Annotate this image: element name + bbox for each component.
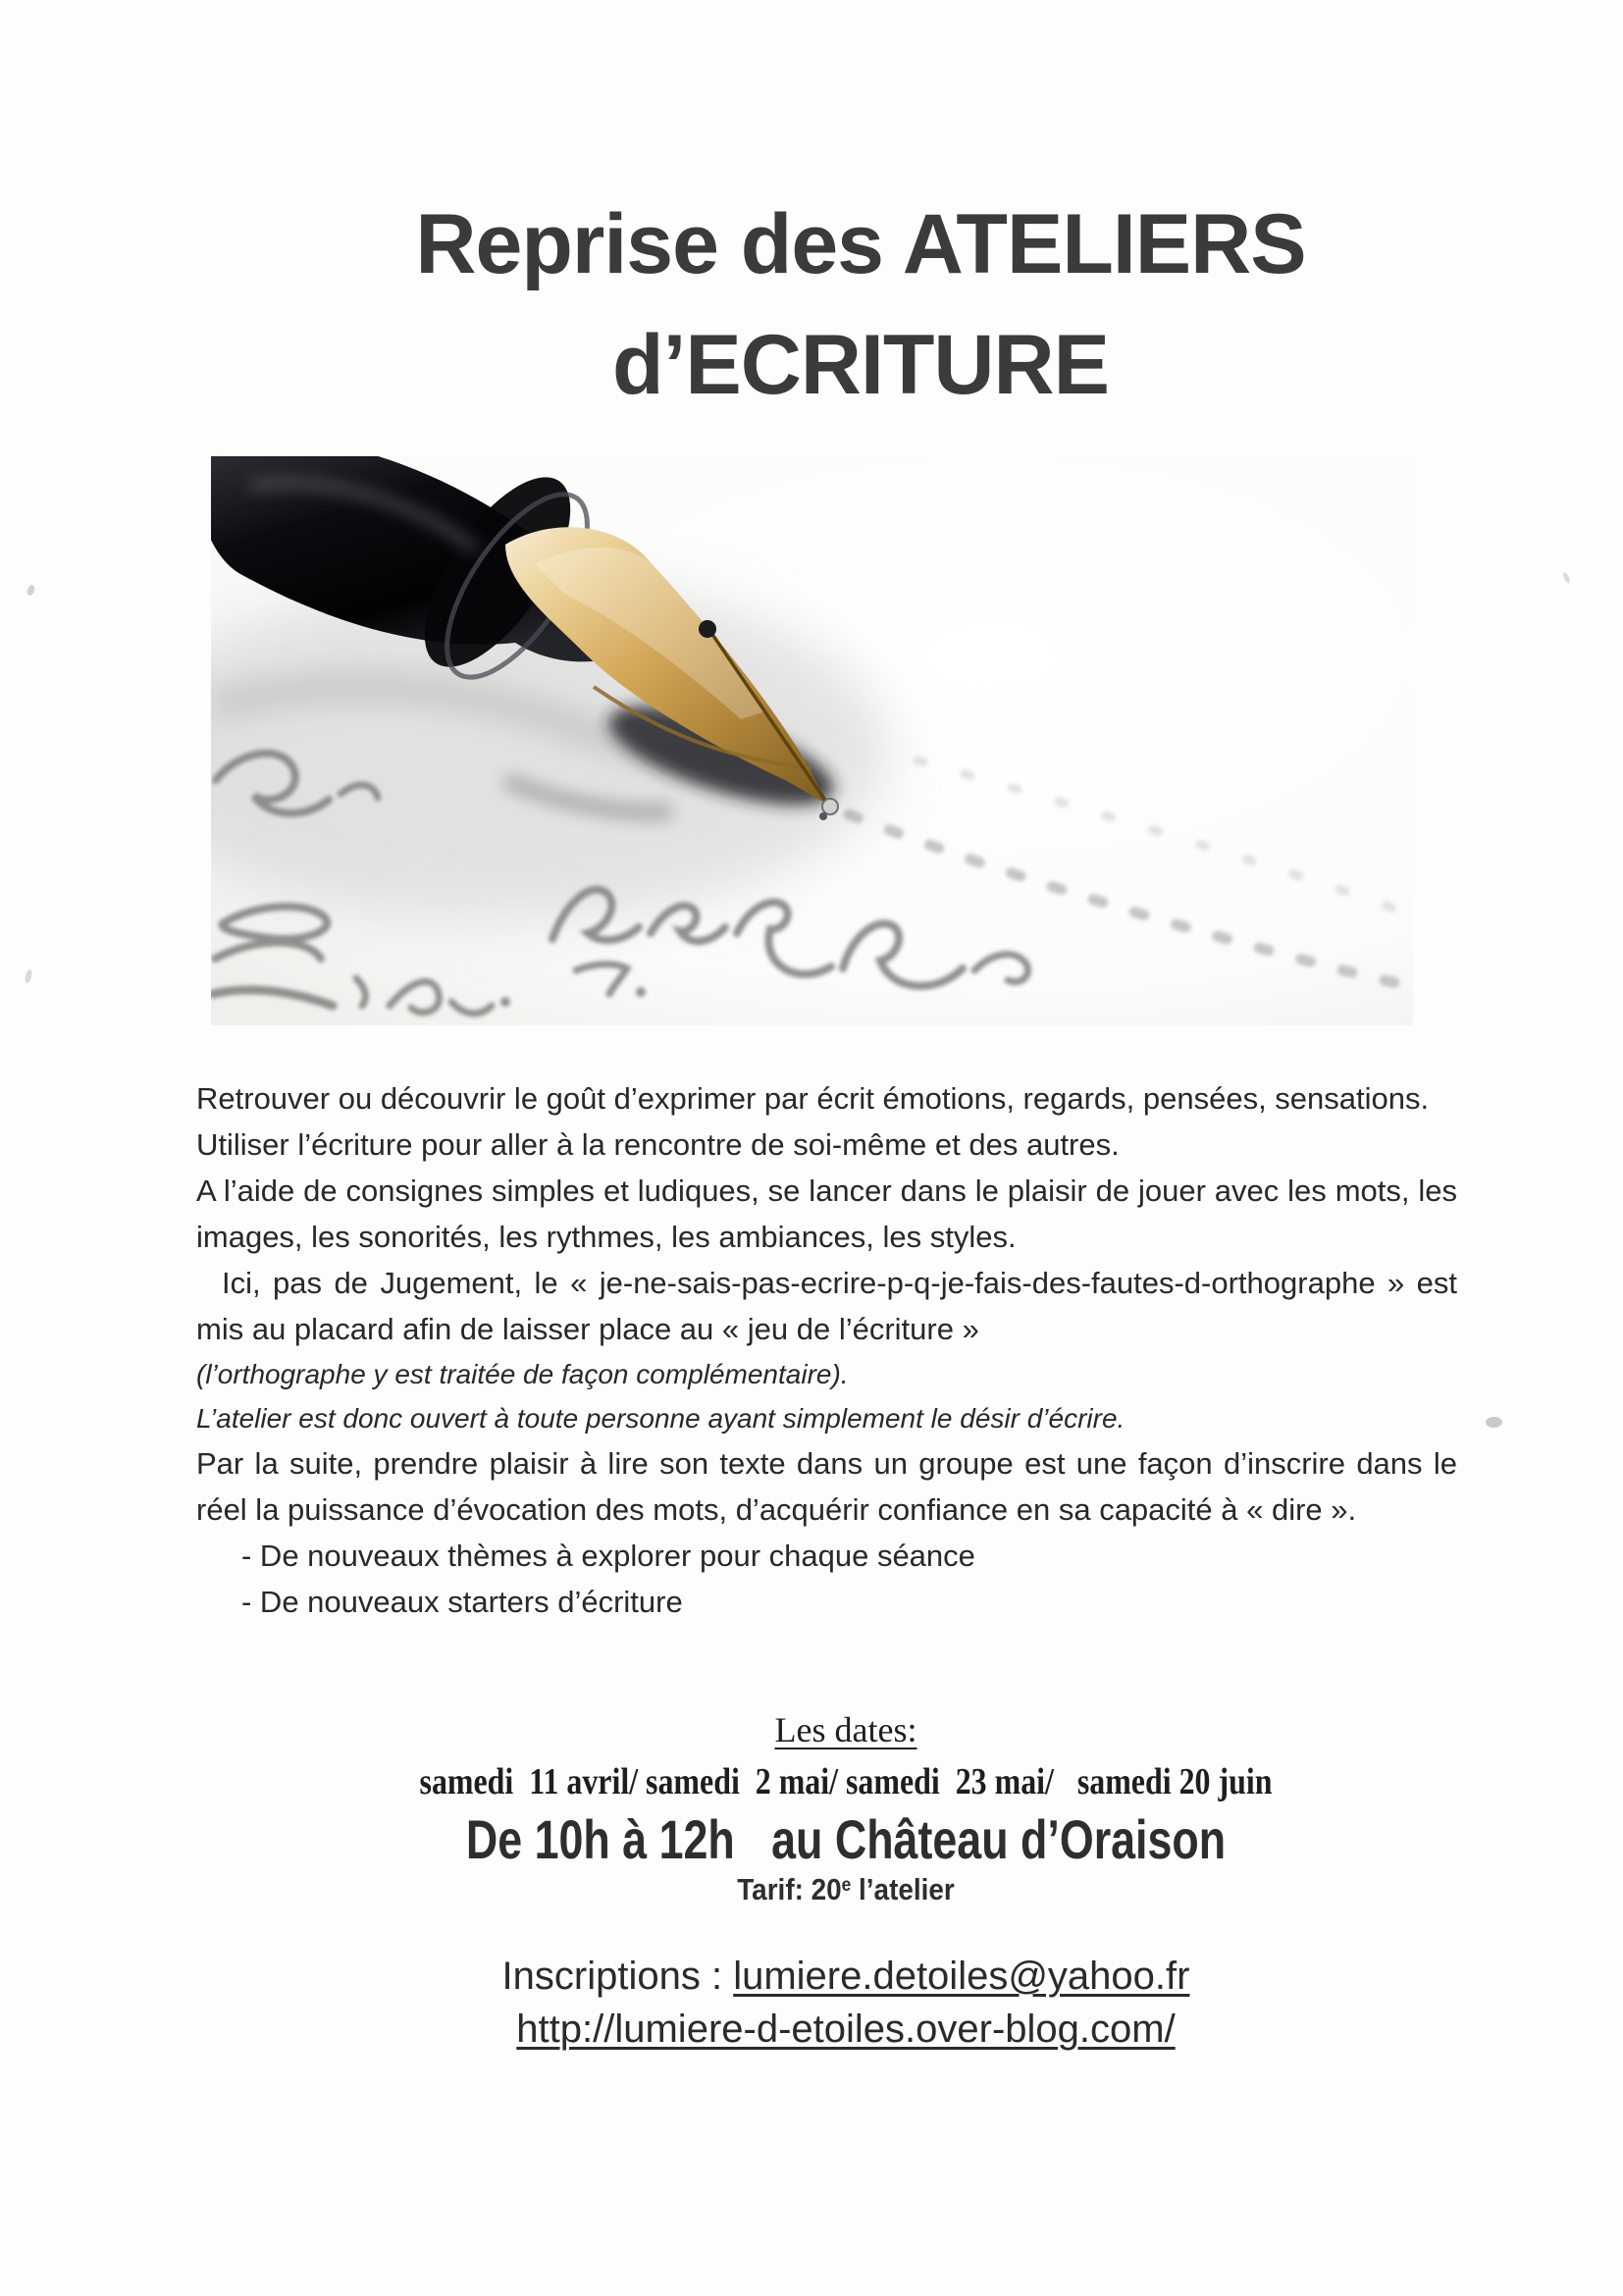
dates-list: samedi 11 avril/ samedi 2 mai/ samedi 23 mai/ samedi 20 juin [419, 1761, 1273, 1802]
fountain-pen-photo [211, 456, 1413, 1025]
schedule-venue-line: De 10h à 12h au Château d’Oraison [465, 1808, 1227, 1870]
blog-url: http://lumiere-d-etoiles.over-blog.com/ [516, 2008, 1176, 2051]
paragraph-3: A l’aide de consignes simples et ludiques, se lancer dans le plaisir de jouer avec les mots, les images, les sonorités, les rythmes, les ambiances, les styles. [196, 1174, 1457, 1254]
bullet-item-2: - De nouveaux starters d’écriture [241, 1585, 683, 1619]
contact-email: lumiere.detoiles@yahoo.fr [733, 1955, 1190, 1998]
scan-artifact [24, 968, 32, 983]
inscriptions-line [69, 1955, 1623, 1999]
paragraph-6: L’atelier est donc ouvert à toute personne ayant simplement le désir d’écrire. [196, 1403, 1126, 1434]
title-line-2: d’ECRITURE [612, 318, 1109, 412]
scan-artifact [26, 584, 35, 597]
paragraph-5: (l’orthographe y est traitée de façon complémentaire). [196, 1359, 849, 1389]
paragraph-2: Utiliser l’écriture pour aller à la rencontre de soi-même et des autres. [196, 1127, 1120, 1162]
paragraph-7: Par la suite, prendre plaisir à lire son texte dans un groupe est une façon d’inscrire dans le réel la puissance d’évocation des mots, d’acquérir confiance en sa capacité à « dire ». [196, 1446, 1457, 1527]
tarif-line [146, 1872, 1545, 1907]
bullet-item-1: - De nouveaux thèmes à explorer pour chaque séance [241, 1539, 975, 1573]
tarif-superscript: e [841, 1875, 852, 1897]
scan-artifact [1486, 1417, 1502, 1428]
inscriptions-label: Inscriptions : [501, 1955, 734, 1998]
dates-heading: Les dates: [774, 1710, 917, 1749]
title-line-1: Reprise des ATELIERS [415, 197, 1306, 291]
tarif-suffix: l’atelier [851, 1872, 955, 1906]
page-title [98, 184, 1623, 426]
tarif-prefix: Tarif: 20 [737, 1872, 842, 1906]
paragraph-1: Retrouver ou découvrir le goût d’exprimer par écrit émotions, regards, pensées, sensations. [196, 1081, 1430, 1116]
scan-artifact [1562, 572, 1572, 585]
body-text [196, 1075, 1457, 1625]
paragraph-4: Ici, pas de Jugement, le « je-ne-sais-pas-ecrire-p-q-je-fais-des-fautes-d-orthographe » est mis au placard afin de laisser place au « jeu de l’écriture » [196, 1266, 1457, 1346]
